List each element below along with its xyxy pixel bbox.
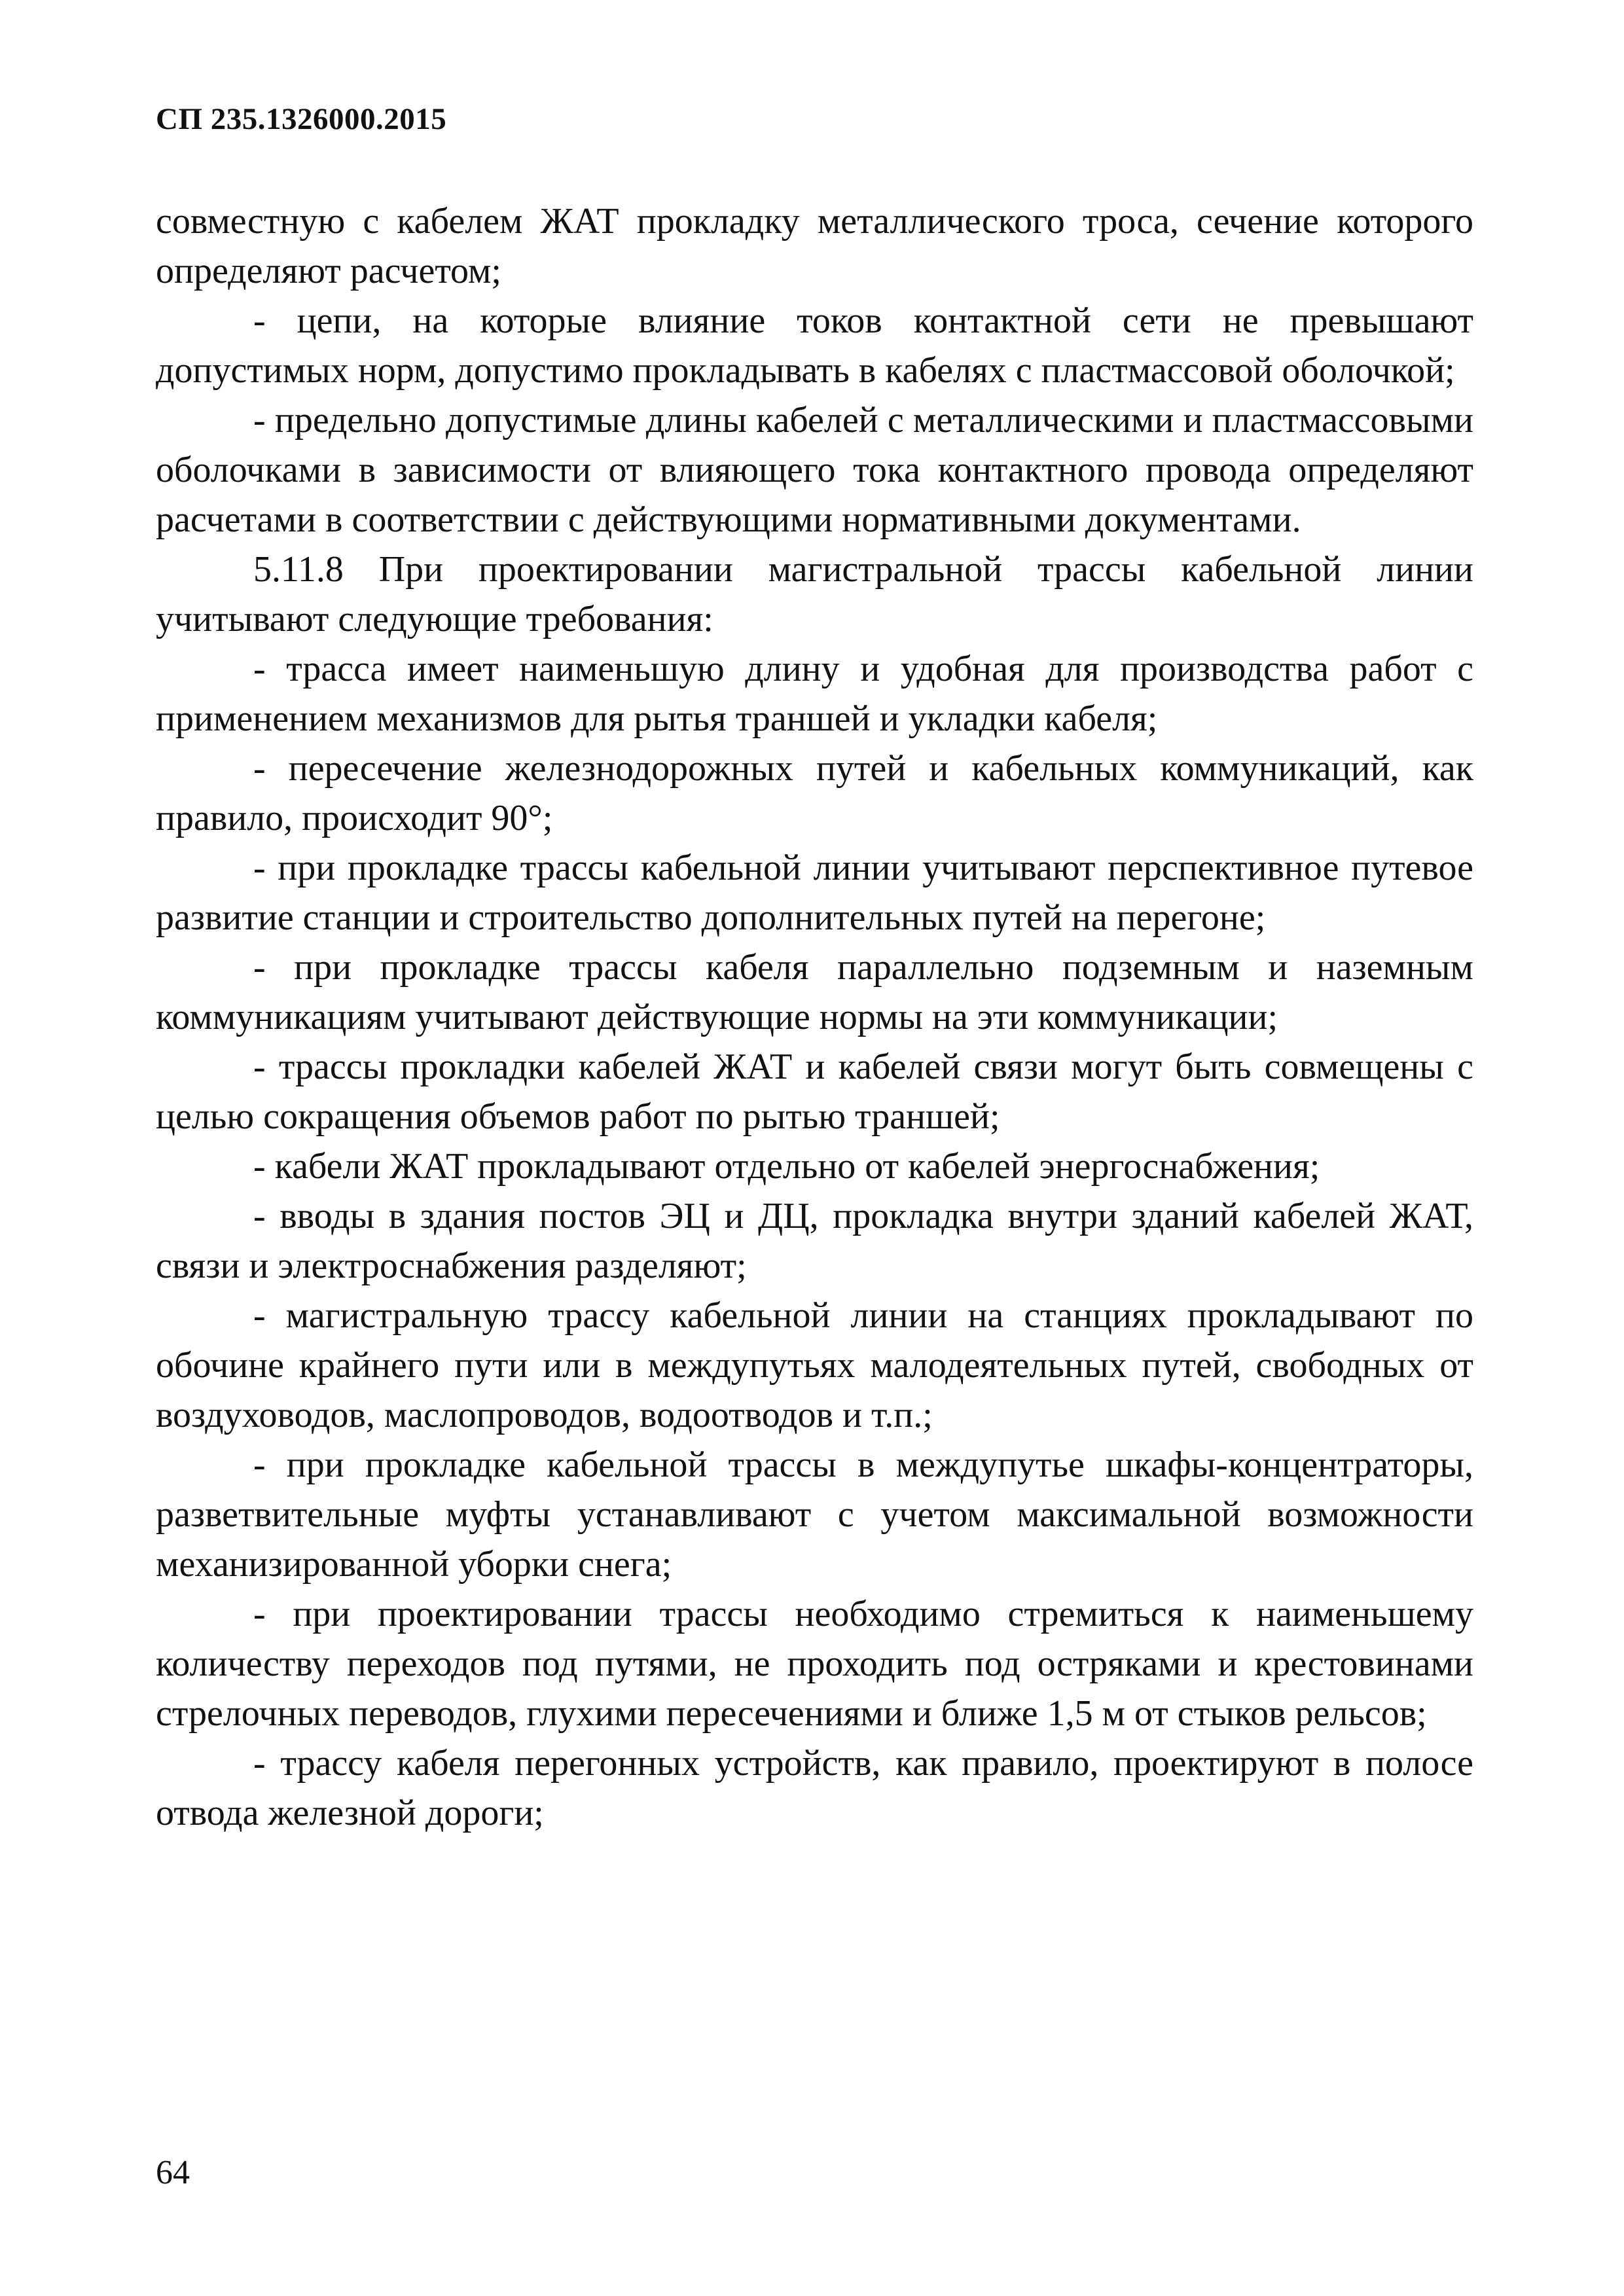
paragraph-continuation: совместную с кабелем ЖАТ прокладку металлического троса, сечение которого определяют расчетом; [156, 201, 1473, 291]
list-item: - цепи, на которые влияние токов контактной сети не превышают допустимых норм, допустимо прокладывать в кабелях с пластмассовой оболочкой; [156, 300, 1473, 391]
body-text [156, 196, 1473, 1838]
list-item: - при прокладке трассы кабельной линии учитывают перспективное путевое развитие станции и строительство дополнительных путей на перегоне; [156, 848, 1473, 938]
list-item: - кабели ЖАТ прокладывают отдельно от кабелей энергоснабжения; [253, 1146, 1320, 1187]
document-code-header: СП 235.1326000.2015 [156, 102, 447, 136]
list-item: - магистральную трассу кабельной линии на станциях прокладывают по обочине крайнего пути или в междупутьях малодеятельных путей, свободных от воздуховодов, маслопроводов, водоотводов и т.п.; [156, 1295, 1473, 1435]
list-item: - трасса имеет наименьшую длину и удобная для производства работ с применением механизмов для рытья траншей и укладки кабеля; [156, 649, 1473, 739]
list-item: - трассу кабеля перегонных устройств, как правило, проектируют в полосе отвода железной дороги; [156, 1743, 1473, 1833]
list-item: - вводы в здания постов ЭЦ и ДЦ, прокладка внутри зданий кабелей ЖАТ, связи и электроснабжения разделяют; [156, 1196, 1473, 1286]
list-item: - пересечение железнодорожных путей и кабельных коммуникаций, как правило, происходит 90°; [156, 748, 1473, 838]
list-item: - при прокладке кабельной трассы в междупутье шкафы-концентраторы, разветвительные муфты устанавливают с учетом максимальной возможности механизированной уборки снега; [156, 1444, 1473, 1585]
clause-5-11-8: 5.11.8 При проектировании магистральной трассы кабельной линии учитывают следующие требования: [156, 549, 1473, 639]
page-number: 64 [156, 2154, 190, 2191]
list-item: - трассы прокладки кабелей ЖАТ и кабелей связи могут быть совмещены с целью сокращения объемов работ по рытью траншей; [156, 1047, 1473, 1137]
list-item: - при проектировании трассы необходимо стремиться к наименьшему количеству переходов под путями, не проходить под остряками и крестовинами стрелочных переводов, глухими пересечениями и ближе 1,5 м от стыков рельсов; [156, 1594, 1473, 1734]
list-item: - при прокладке трассы кабеля параллельно подземным и наземным коммуникациям учитывают действующие нормы на эти коммуникации; [156, 947, 1473, 1037]
list-item: - предельно допустимые длины кабелей с металлическими и пластмассовыми оболочками в зависимости от влияющего тока контактного провода определяют расчетами в соответствии с действующими нормативными документами. [156, 400, 1473, 540]
